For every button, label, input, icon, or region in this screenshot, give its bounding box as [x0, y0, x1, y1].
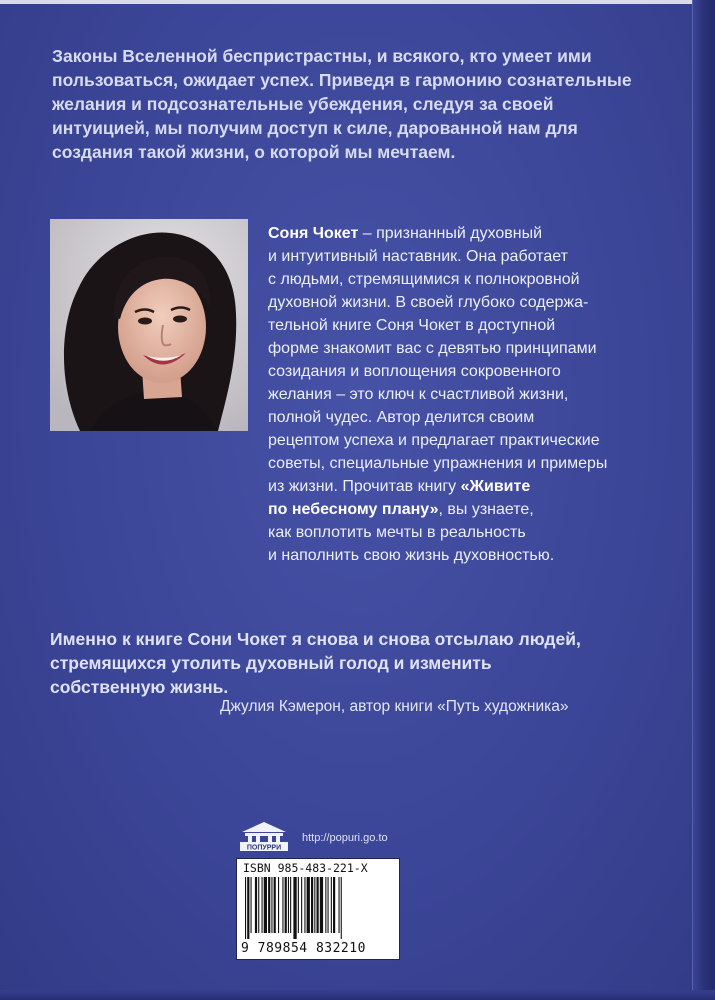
intro-line: интуицией, мы получим доступ к силе, дарованной нам для — [52, 118, 578, 138]
bio-line — [268, 475, 628, 498]
publisher-logo-text: ПОПУРРИ — [246, 844, 282, 852]
publisher-logo — [236, 818, 292, 852]
barcode-bar — [298, 877, 299, 933]
bio-line: духовной жизни. В своей глубоко содержа- — [268, 294, 589, 311]
intro-line: Законы Вселенной беспристрастны, и всякого, кто умеет ими — [52, 46, 592, 66]
book-title-part1: «Живите — [460, 478, 531, 495]
barcode-bar — [301, 877, 302, 933]
barcode-bar — [245, 877, 246, 939]
barcode-bar — [339, 877, 340, 933]
bio-line-start: из жизни. Прочитав книгу — [268, 478, 461, 495]
bio-line: рецептом успеха и предлагает практические — [268, 432, 600, 449]
quote-line: Именно к книге Сони Чокет я снова и снова отсылаю людей, — [50, 629, 581, 649]
top-edge — [0, 0, 715, 4]
barcode-bar — [247, 877, 249, 939]
bio-line: форме знакомит вас с девятью принципами — [268, 340, 597, 357]
bio-line-rest: , вы узнаете, — [438, 501, 534, 518]
barcode-bar — [341, 877, 342, 939]
spine-edge — [692, 0, 715, 1000]
bottom-edge — [0, 990, 715, 1000]
quote-line: стремящихся утолить духовный голод и изменить — [50, 653, 492, 673]
bio-line — [268, 498, 628, 521]
author-portrait-image — [50, 219, 248, 431]
barcode-bar — [307, 877, 310, 933]
barcode-bar — [317, 877, 319, 933]
barcode-bar — [331, 877, 332, 933]
bio-line: полной чудес. Автор делится своим — [268, 409, 535, 426]
bio-line-rest: – признанный духовный — [358, 225, 543, 242]
barcode-bar — [282, 877, 283, 933]
quote-line: собственную жизнь. — [50, 677, 229, 697]
intro-paragraph — [52, 44, 652, 164]
bio-line: желания – это ключ к счастливой жизни, — [268, 386, 569, 403]
bio-line: и наполнить свою жизнь духовностью. — [268, 547, 555, 564]
barcode-bar — [274, 877, 276, 933]
barcode-bar — [320, 877, 323, 933]
bio-line: и интуитивный наставник. Она работает — [268, 248, 568, 265]
intro-line: создания такой жизни, о которой мы мечтаем. — [52, 142, 456, 162]
bio-line: с людьми, стремящимися к полнокровной — [268, 271, 580, 288]
barcode-bar — [268, 877, 270, 933]
bio-line: тельной книге Соня Чокет в доступной — [268, 317, 556, 334]
barcode-bar — [285, 877, 287, 933]
barcode-bar — [251, 877, 252, 933]
author-bio-paragraph — [268, 222, 628, 567]
bio-line — [268, 222, 628, 245]
barcode-bar — [271, 877, 272, 933]
barcode-bar — [264, 877, 267, 933]
bio-line: созидания и воплощения сокровенного — [268, 363, 561, 380]
barcode-bar — [258, 877, 259, 933]
barcode-bar — [304, 877, 305, 933]
barcode-bar — [311, 877, 313, 933]
barcode-bar — [288, 877, 289, 933]
author-name: Соня Чокет — [268, 225, 359, 242]
publisher-logo-icon — [236, 818, 292, 852]
bio-line: советы, специальные упражнения и примеры — [268, 455, 608, 472]
intro-line: пользоваться, ожидает успех. Приведя в гармонию сознательные — [52, 70, 632, 90]
barcode-bar — [290, 877, 291, 933]
isbn-barcode — [236, 858, 400, 960]
review-quote — [50, 627, 660, 699]
barcode-bar — [255, 877, 257, 933]
barcode-bar — [333, 877, 335, 933]
intro-line: желания и подсознательные убеждения, следуя за своей — [52, 94, 554, 114]
quote-attribution: Джулия Кэмерон, автор книги «Путь художника» — [220, 698, 569, 715]
publisher-url: http://popuri.go.to — [302, 832, 388, 844]
book-title-part2: по небесному плану» — [268, 501, 439, 518]
barcode-bar — [314, 877, 315, 933]
barcode-bar — [325, 877, 326, 933]
barcode-bar — [293, 877, 296, 939]
barcode-bar — [278, 877, 279, 933]
barcode-bar — [328, 877, 329, 933]
barcode-bars — [243, 877, 393, 939]
barcode-bar — [262, 877, 263, 933]
bio-line: как воплотить мечты в реальность — [268, 524, 526, 541]
author-photo — [50, 219, 248, 431]
isbn-number: ISBN 985-483-221-X — [243, 861, 368, 875]
barcode-digits: 9 789854 832210 — [241, 941, 366, 956]
